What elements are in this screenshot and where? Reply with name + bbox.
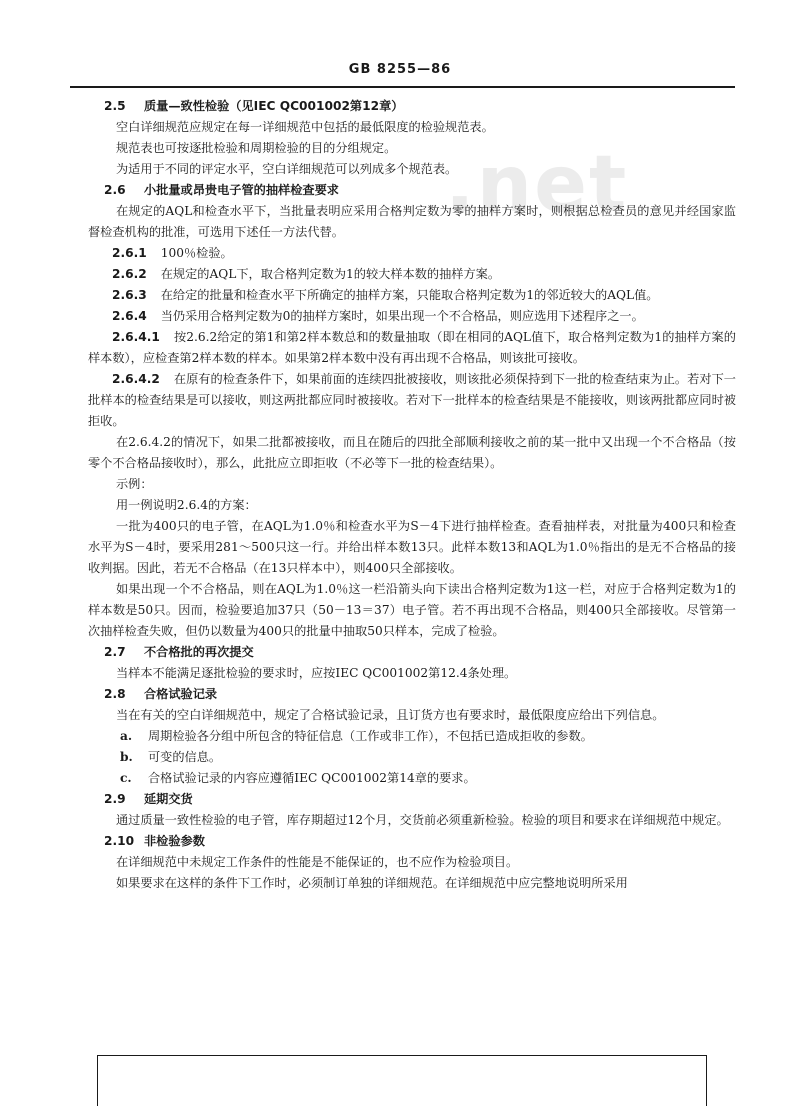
section-2-10-heading: 2.10 非检验参数 (104, 834, 205, 848)
clause-2-6-3: 2.6.3 在给定的批量和检查水平下所确定的抽样方案，只能取合格判定数为1的邻近较大的AQL值。 (112, 288, 659, 302)
section-2-7-para-1: 当样本不能满足逐批检验的要求时，应按IEC QC001002第12.4条处理。 (116, 666, 517, 680)
clause-2-6-1: 2.6.1 100％检验。 (112, 246, 233, 260)
watermark-text: .net (445, 140, 629, 230)
section-2-5-heading: 2.5 质量—致性检验（见IEC QC001002第12章） (104, 99, 404, 113)
example-para-2: 如果出现一个不合格品，则在AQL为1.0％这一栏沿箭头向下读出合格判定数为1这一栏，对应于合格判定数为1的样本数是50只。因而，检验要追加37只（50－13＝37）电子管。若不再出现不合格品，则400只全部接收。尽管第一次抽样检查失败，但仍以数量为400只的批量中抽取50只样本，完成了检验。 (88, 582, 736, 638)
example-intro: 用一例说明2.6.4的方案： (116, 498, 257, 512)
footer-frame (97, 1055, 707, 1106)
section-2-8-heading: 2.8 合格试验记录 (104, 687, 218, 701)
section-2-5-para-2: 规范表也可按逐批检验和周期检验的目的分组规定。 (116, 141, 397, 155)
section-2-7-heading: 2.7 不合格批的再次提交 (104, 645, 254, 659)
section-2-9-heading: 2.9 延期交货 (104, 792, 193, 806)
clause-2-6-2: 2.6.2 在规定的AQL下，取合格判定数为1的较大样本数的抽样方案。 (112, 267, 501, 281)
list-item-c: c. 合格试验记录的内容应遵循IEC QC001002第14章的要求。 (120, 771, 476, 785)
example-para-1: 一批为400只的电子管，在AQL为1.0％和检查水平为S－4下进行抽样检查。查看抽样表，对批量为400只和检查水平为S－4时，要采用281～500只这一行。并给出样本数13只。此样本数13和AQL为1.0％指出的是无不合格品的接收判据。因此，若无不合格品（在13只样本中），则400只全部接收。 (88, 519, 736, 575)
document-header-code: GB 8255—86 (348, 62, 452, 77)
header-rule (70, 86, 735, 88)
document-body (88, 96, 736, 894)
section-2-5-para-3: 为适用于不同的评定水平，空白详细规范可以列成多个规范表。 (116, 162, 458, 176)
list-item-b: b. 可变的信息。 (120, 750, 222, 764)
section-2-5-para-1: 空白详细规范应规定在每一详细规范中包括的最低限度的检验规范表。 (116, 120, 494, 134)
clause-2-6-4-2-continued: 在2.6.4.2的情况下，如果二批都被接收，而且在随后的四批全部顺利接收之前的某一批中又出现一个不合格品（按零个不合格品接收时），那么，此批应立即拒收（不必等下一批的检查结果）。 (88, 435, 736, 470)
clause-2-6-4-2: 2.6.4.2 在原有的检查条件下，如果前面的连续四批被接收，则该批必须保持到下一批的检查结束为止。若对下一批样本的检查结果是可以接收，则这两批都应同时被接收。若对下一批样本的检查结果是不能接收，则该两批都应同时被拒收。 (88, 372, 736, 428)
section-2-10-para-1: 在详细规范中未规定工作条件的性能是不能保证的，也不应作为检验项目。 (116, 855, 519, 869)
section-2-8-para-1: 当在有关的空白详细规范中，规定了合格试验记录，且订货方也有要求时，最低限度应给出下列信息。 (116, 708, 665, 722)
clause-2-6-4: 2.6.4 当仍采用合格判定数为0的抽样方案时，如果出现一个不合格品，则应选用下述程序之一。 (112, 309, 644, 323)
section-2-9-para-1: 通过质量一致性检验的电子管，库存期超过12个月，交货前必须重新检验。检验的项目和要求在详细规范中规定。 (116, 813, 729, 827)
section-2-6-para-1: 在规定的AQL和检查水平下，当批量表明应采用合格判定数为零的抽样方案时，则根据总检查员的意见并经国家监督检查机构的批准，可选用下述任一方法代替。 (88, 204, 736, 239)
section-2-6-heading: 2.6 小批量或昂贵电子管的抽样检查要求 (104, 183, 339, 197)
clause-2-6-4-1: 2.6.4.1 按2.6.2给定的第1和第2样本数总和的数量抽取（即在相同的AQL值下，取合格判定数为1的抽样方案的样本数），应检查第2样本数的样本。如果第2样本数中没有再出现不合格品，则该批可接收。 (88, 330, 736, 365)
list-item-a: a. 周期检验各分组中所包含的特征信息（工作或非工作），不包括已造成拒收的参数。 (120, 729, 593, 743)
section-2-10-para-2: 如果要求在这样的条件下工作时，必须制订单独的详细规范。在详细规范中应完整地说明所采用 (116, 876, 628, 890)
example-label: 示例： (116, 477, 153, 491)
